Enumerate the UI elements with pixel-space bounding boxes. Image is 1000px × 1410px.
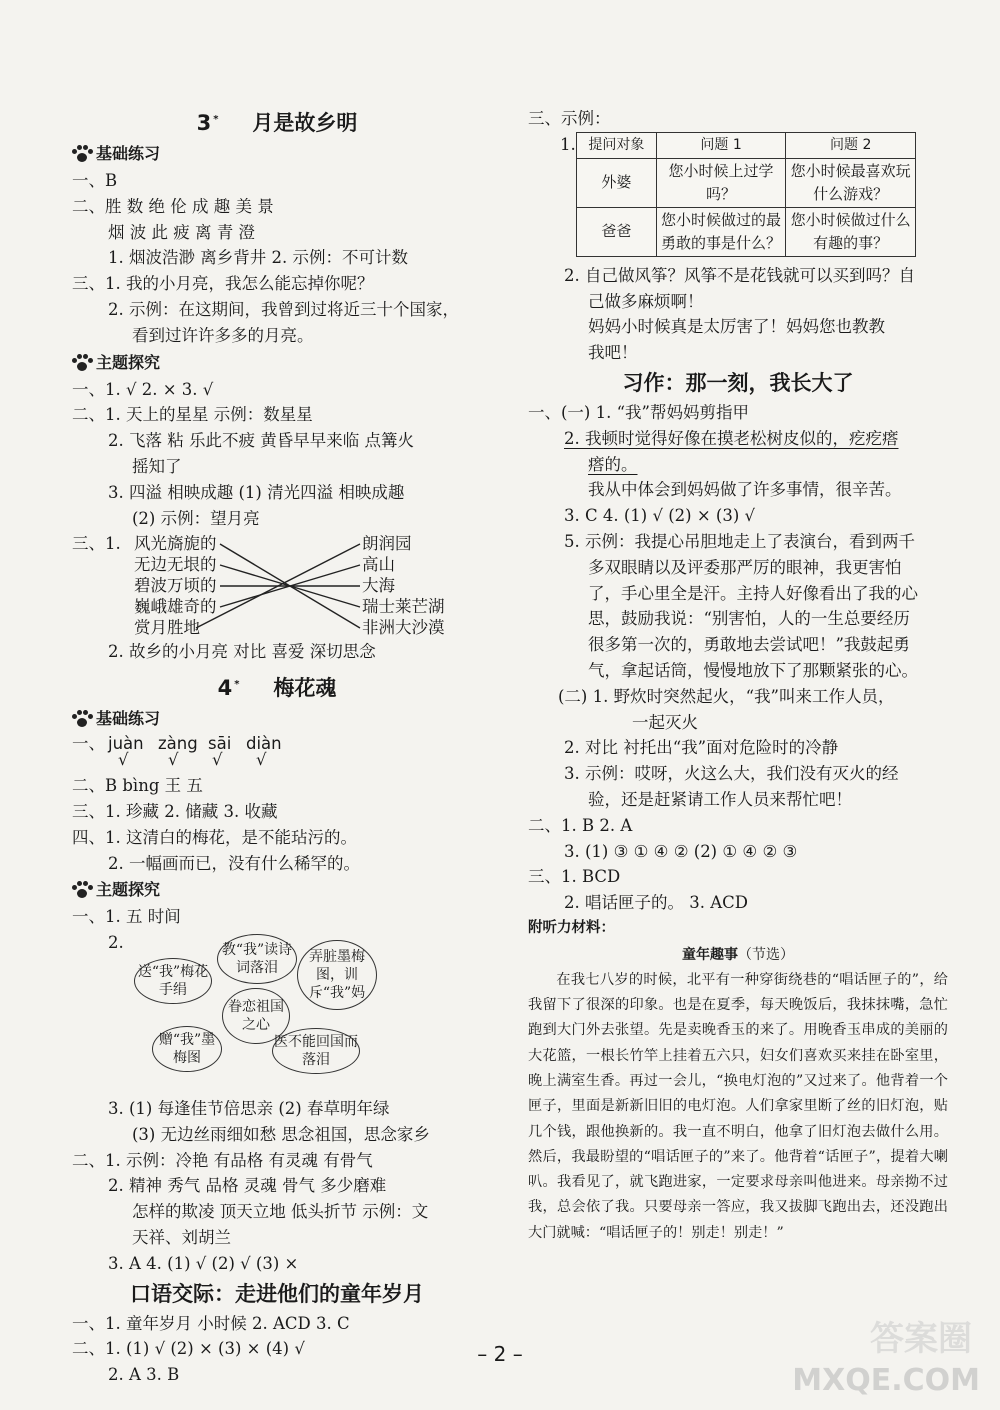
answer-line: 3. A 4. (1) √ (2) √ (3) × [108,1253,299,1273]
question-table-block [528,132,948,257]
table-header-row [577,132,916,158]
table-header: 问题 1 [656,132,786,158]
answer-line: 一、1. 五 时间 [72,907,181,927]
lesson-4-title: 4 * 梅花魂 [217,676,337,701]
answer-line: 2. 一幅画而已，没有什么稀罕的。 [108,853,360,873]
answer-line: (二) 1. 野炊时突然起火，“我”叫来工作人员， [558,686,895,706]
answer-line-underlined: 2. 我顿时觉得好像在摸老松树皮似的，疙疙瘩 [564,428,899,448]
answer-line: 5. 示例：我提心吊胆地走上了表演台，看到两千 [564,531,915,551]
answer-line: 二、1. 示例：冷艳 有品格 有灵魂 有骨气 [72,1150,373,1170]
answer-line: 一、1. √ 2. × 3. √ [72,379,214,399]
answer-line: (3) 无边丝雨细如愁 思念祖国，思念家乡 [132,1124,430,1144]
right-column [528,106,948,1246]
answer-line: 三、示例： [528,109,611,128]
bubble-center: 眷恋祖国之心 [222,988,290,1044]
answer-line: 三、1. 珍藏 2. 储藏 3. 收藏 [72,801,278,821]
answer-line: 了，手心里全是汗。主持人好像看出了我的心 [588,583,918,603]
table-cell: 您小时候做过什么有趣的事？ [786,207,916,256]
section-basic-practice: 基础练习 [72,705,482,733]
answer-line: 三、1. BCD [528,867,621,887]
match-right-item: 高山 [362,555,395,575]
paw-icon [72,881,92,899]
paw-icon [72,354,92,372]
answer-line: 思，鼓励我说：“别害怕，人的一生总要经历 [588,609,910,629]
pinyin: zàng [158,734,198,754]
answer-line: 天祥、刘胡兰 [132,1227,231,1247]
answer-line: 气，拿起话筒，慢慢地放下了那颗紧张的心。 [588,660,918,680]
answer-line: 一、(一) 1. “我”帮妈妈剪指甲 [528,402,749,422]
tick-mark: √ [168,750,179,770]
matching-lead: 三、1. [72,534,121,554]
answer-line: 很多第一次的，勇敢地去尝试吧！”我鼓起勇 [588,635,910,655]
lesson-3-title: 3 * 月是故乡明 [196,111,358,135]
pinyin: sāi [208,734,232,754]
answer-line: 一、1. 童年岁月 小时候 2. ACD 3. C [72,1313,350,1333]
answer-line: 多双眼睛以及评委那严厉的眼神，我更害怕 [588,557,902,577]
table-header: 提问对象 [577,132,657,158]
bubble: 赠“我”墨梅图 [152,1026,222,1072]
match-right-item: 大海 [362,576,395,596]
answer-line: 2. 自己做风筝？风筝不是花钱就可以买到吗？自 [564,265,915,285]
left-column [72,100,482,1388]
answer-line: 看到过许许多多的月亮。 [132,325,314,345]
answer-line: 2. 对比 衬托出“我”面对危险时的冷静 [564,738,839,758]
table-header: 问题 2 [786,132,916,158]
answer-line: 验，还是赶紧请工作人员来帮忙吧！ [588,789,852,809]
matching-lines [72,531,482,639]
match-left-item: 无边无垠的 [134,555,217,575]
bubble-diagram [132,941,392,1096]
section-theme-explore: 主题探究 [72,349,482,377]
answer-line: 2. 精神 秀气 品格 灵魂 骨气 多少磨难 [108,1176,387,1196]
answer-line: 己做多麻烦啊！ [588,291,704,311]
pinyin-row [72,733,482,773]
pinyin: diàn [246,734,282,754]
answer-line: 我从中体会到妈妈做了许多事情，很辛苦。 [588,480,902,500]
page-number: – 2 – [477,1342,523,1366]
oral-communication-title: 口语交际：走进他们的童年岁月 [130,1281,424,1306]
table-row [577,158,916,207]
pinyin-lead: 一、 [72,734,105,754]
answer-line: 3. (1) 每逢佳节倍思亲 (2) 春草明年绿 [108,1098,390,1118]
tick-mark: √ [212,750,223,770]
answer-line: 一起灭火 [632,712,698,732]
match-left-item: 碧波万顷的 [134,576,217,596]
watermark-logo: 答案圈 [870,1319,972,1359]
answer-line: 二、1. (1) √ (2) × (3) × (4) √ [72,1339,305,1359]
answer-line: 3. 四溢 相映成趣 (1) 清光四溢 相映成趣 [108,482,405,502]
interview-table [576,132,916,257]
answer-line: 2. [108,933,124,953]
answer-line: 3. (1) ③ ① ④ ② (2) ① ④ ② ③ [564,841,798,861]
match-right-item: 非洲大沙漠 [362,618,445,638]
pinyin: juàn [108,734,144,754]
passage-title: 童年趣事（节选） [682,946,794,963]
table-cell: 您小时候做过的最勇敢的事是什么？ [656,207,786,256]
answer-line: 四、1. 这清白的梅花，是不能玷污的。 [72,827,357,847]
answer-line: 二、1. 天上的星星 示例：数星星 [72,405,313,425]
answer-line: (2) 示例：望月亮 [132,508,260,528]
paw-icon [72,145,92,163]
bubble: 教“我”读诗词落泪 [217,934,297,984]
bubble: 弄脏墨梅图，训斥“我”妈 [297,940,377,1010]
answer-line: 3. C 4. (1) √ (2) × (3) √ [564,506,756,526]
writing-title: 习作：那一刻，我长大了 [622,370,854,395]
section-theme-explore: 主题探究 [72,876,482,904]
answer-line: 三、1. 我的小月亮，我怎么能忘掉你呢？ [72,274,374,294]
answer-line: 2. A 3. B [108,1365,180,1385]
answer-line: 1. 烟波浩渺 离乡背井 2. 示例：不可计数 [108,248,408,268]
answer-line-underlined: 瘩的。 [588,454,638,474]
match-left-item: 赏月胜地 [134,618,200,638]
answer-line: 3. 示例：哎呀，火这么大，我们没有灭火的经 [564,764,899,784]
table-cell: 您小时候上过学吗？ [656,158,786,207]
bubble: 送“我”梅花手绢 [134,958,212,1004]
answer-line: 一、B [72,171,118,190]
table-cell: 您小时候最喜欢玩什么游戏？ [786,158,916,207]
table-cell: 爸爸 [577,207,657,256]
answer-line: 2. 飞落 粘 乐此不疲 黄昏早早来临 点篝火 [108,431,414,451]
answer-line: 烟 波 此 疲 离 青 澄 [108,222,255,242]
match-right-item: 朗润园 [362,534,412,554]
answer-line: 摇知了 [132,456,182,476]
answer-line: 怎样的欺凌 顶天立地 低头折节 示例：文 [132,1202,429,1222]
answer-line: 我吧！ [588,343,638,363]
answer-line: 妈妈小时候真是太厉害了！妈妈您也教教 [588,317,885,337]
tick-mark: √ [118,750,129,770]
answer-line: 2. 示例：在这期间，我曾到过将近三十个国家， [108,299,459,319]
answer-line: 2. 故乡的小月亮 对比 喜爱 深切思念 [108,642,376,662]
answer-line: 2. 唱话匣子的。 3. ACD [564,893,748,913]
matching-exercise [72,531,482,639]
match-right-item: 瑞士莱芒湖 [362,597,445,617]
item-number: 1. [560,134,576,154]
answer-line: 二、1. B 2. A [528,815,633,835]
match-left-item: 风光旖旎的 [134,534,217,554]
paw-icon [72,710,92,728]
tick-mark: √ [256,750,267,770]
listening-material-label: 附听力材料： [528,919,615,936]
answer-line: 二、B bìng 王 五 [72,776,203,796]
table-cell: 外婆 [577,158,657,207]
watermark-text: MXQE.COM [792,1363,980,1398]
table-row [577,207,916,256]
section-basic-practice: 基础练习 [72,140,482,168]
match-left-item: 巍峨雄奇的 [134,597,217,617]
bubble: 医不能回国而落泪 [272,1028,360,1074]
listening-passage: 在我七八岁的时候，北平有一种穿街绕巷的“唱话匣子的”，给我留下了很深的印象。也是在夏季，每天晚饭后，我抹抹嘴，急忙跑到大门外去张望。先是卖晚香玉的来了。用晚香玉串成的美丽的大花篮，一根长竹竿上挂着五六只，妇女们喜欢买来挂在卧室里，晚上满室生香。再过一会儿，“换电灯泡的”又过来了。他背着一个匣子，里面是新新旧旧的电灯泡。人们拿家里断了丝的旧灯泡，贴几个钱，跟他换新的。我一直不明白，他拿了旧灯泡去做什么用。然后，我最盼望的“唱话匣子的”来了。他背着“话匣子”，提着大喇叭。我看见了，就飞跑进家，一定要求母亲叫他进来。母亲拗不过我，总会依了我。只要母亲一答应，我又拔脚飞跑出去，还没跑出大门就喊：“唱话匣子的！别走！别走！” [528,971,948,1241]
answer-line: 二、胜 数 绝 伦 成 趣 美 景 [72,196,274,216]
